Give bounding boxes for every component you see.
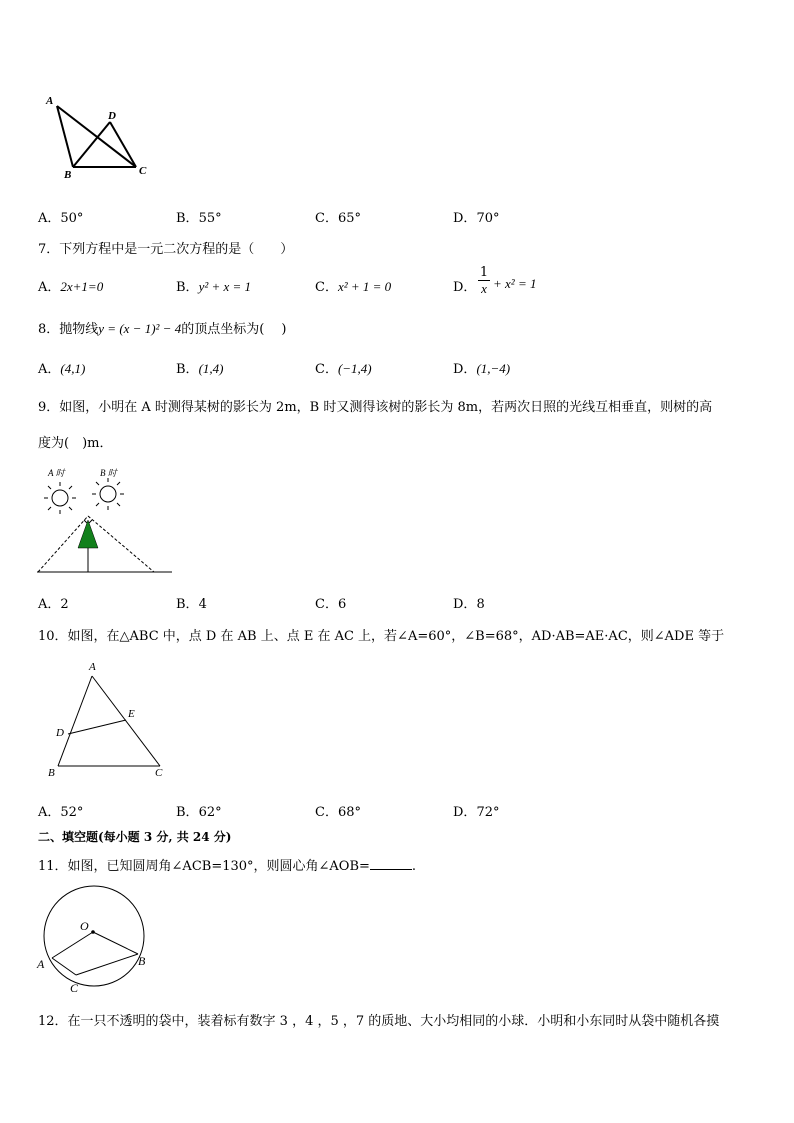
option-letter: C． bbox=[315, 280, 338, 295]
q9-option-d[interactable] bbox=[453, 593, 485, 612]
q8-option-b[interactable] bbox=[176, 358, 223, 377]
q9-option-c[interactable] bbox=[315, 593, 346, 612]
q10-option-b[interactable] bbox=[176, 801, 222, 820]
q10-option-a[interactable] bbox=[38, 801, 83, 820]
option-letter: B． bbox=[176, 805, 199, 820]
q10-stem: 10．如图，在△ABC 中，点 D 在 AB 上、点 E 在 AC 上，若∠A=60°，∠B=68°，AD·AB=AE·AC，则∠ADE 等于 bbox=[38, 629, 725, 644]
q6-segment-bd bbox=[73, 122, 110, 167]
q6-segment-ac bbox=[57, 106, 136, 167]
q7-option-b[interactable] bbox=[176, 276, 251, 295]
q6-option-d[interactable] bbox=[453, 207, 499, 226]
q7-option-c[interactable] bbox=[315, 276, 391, 295]
center-point bbox=[91, 930, 95, 934]
option-letter: B． bbox=[176, 280, 199, 295]
q9-tree-shadow-figure bbox=[34, 464, 176, 578]
option-letter: D． bbox=[453, 805, 477, 820]
q10-option-d[interactable] bbox=[453, 801, 499, 820]
q10-option-c[interactable] bbox=[315, 801, 361, 820]
q10-label-d: D bbox=[56, 727, 64, 739]
q6-label-b: B bbox=[64, 169, 72, 181]
q7-option-d[interactable] bbox=[453, 276, 476, 295]
q12-stem: 12．在一只不透明的袋中，装着标有数字 3 ，4 ，5 ，7 的质地、大小均相同的小球．小明和小东同时从袋中随机各摸 bbox=[38, 1014, 720, 1029]
q11-stem-end: . bbox=[411, 859, 417, 874]
q6-option-b[interactable] bbox=[176, 207, 222, 226]
option-text: 4 bbox=[198, 597, 207, 612]
option-letter: C． bbox=[315, 805, 338, 820]
q6-segment-dc bbox=[110, 122, 136, 167]
q6-segment-ab bbox=[57, 106, 73, 167]
q9-stem-line2: 度为( )m． bbox=[38, 436, 113, 451]
option-math: y² + x = 1 bbox=[198, 279, 252, 294]
q10-triangle-figure bbox=[40, 656, 170, 782]
option-letter: C． bbox=[315, 211, 338, 226]
sun-b-icon bbox=[100, 486, 116, 502]
option-text: 70° bbox=[476, 211, 500, 226]
option-letter: D． bbox=[453, 597, 477, 612]
option-letter: D． bbox=[453, 362, 477, 377]
option-text: 65° bbox=[337, 211, 361, 226]
q6-label-d: D bbox=[108, 110, 116, 122]
q11-circle-figure bbox=[34, 882, 154, 1000]
q10-label-b: B bbox=[48, 767, 55, 779]
q6-triangle-figure bbox=[40, 92, 160, 184]
option-letter: B． bbox=[176, 362, 199, 377]
option-math: 2x+1=0 bbox=[60, 279, 104, 294]
option-text: 8 bbox=[476, 597, 485, 612]
q8-stem-suffix: 的顶点坐标为( ) bbox=[181, 322, 287, 337]
option-letter: C． bbox=[315, 362, 338, 377]
option-math: (1,4) bbox=[198, 361, 224, 376]
fraction-numerator: 1 bbox=[479, 265, 489, 280]
option-text: 52° bbox=[60, 805, 84, 820]
option-letter: A． bbox=[38, 805, 61, 820]
fraction-denominator: x bbox=[481, 281, 487, 296]
q11-stem bbox=[38, 855, 416, 874]
option-text: 68° bbox=[337, 805, 361, 820]
option-text: 72° bbox=[476, 805, 500, 820]
option-text: 50° bbox=[60, 211, 84, 226]
q11-label-o: O bbox=[80, 919, 89, 933]
q11-label-a: A bbox=[37, 957, 45, 971]
option-text: 6 bbox=[337, 597, 347, 612]
q6-label-c: C bbox=[139, 165, 147, 177]
tree-icon bbox=[78, 520, 98, 548]
q8-stem-math: y = (x − 1)² − 4 bbox=[98, 321, 182, 336]
option-letter: A． bbox=[38, 211, 61, 226]
option-letter: D． bbox=[453, 211, 477, 226]
q11-stem-text: 11．如图，已知圆周角∠ACB=130°，则圆心角∠AOB= bbox=[38, 859, 370, 874]
q11-answer-blank[interactable] bbox=[370, 869, 412, 870]
option-letter: B． bbox=[176, 211, 199, 226]
q10-label-e: E bbox=[128, 708, 135, 720]
q9-option-a[interactable] bbox=[38, 593, 69, 612]
option-text: 55° bbox=[198, 211, 222, 226]
q8-stem-prefix: 8．抛物线 bbox=[38, 322, 99, 337]
q9-stem-line1: 9．如图，小明在 A 时测得某树的影长为 2m，B 时又测得该树的影长为 8m，若两次日照的光线互相垂直，则树的高 bbox=[38, 400, 713, 415]
q9-label-a-time: A 时 bbox=[48, 468, 65, 478]
option-math: (−1,4) bbox=[337, 361, 372, 376]
option-letter: A． bbox=[38, 362, 61, 377]
option-letter: B． bbox=[176, 597, 199, 612]
q7-stem: 7．下列方程中是一元二次方程的是（ ） bbox=[38, 242, 294, 257]
option-text: 62° bbox=[198, 805, 222, 820]
q10-label-a: A bbox=[89, 661, 96, 673]
q8-option-a[interactable] bbox=[38, 358, 85, 377]
q7-d-rest: + x² = 1 bbox=[493, 276, 537, 291]
q6-option-c[interactable] bbox=[315, 207, 361, 226]
circle-outline bbox=[44, 886, 144, 986]
option-math: (4,1) bbox=[60, 361, 86, 376]
q9-option-b[interactable] bbox=[176, 593, 207, 612]
option-math: x² + 1 = 0 bbox=[337, 279, 392, 294]
q6-label-a: A bbox=[46, 95, 54, 107]
q10-label-c: C bbox=[155, 767, 163, 779]
option-letter: A． bbox=[38, 597, 61, 612]
section-title: 二、填空题(每小题 3 分, 共 24 分) bbox=[38, 830, 232, 844]
q8-stem bbox=[38, 318, 286, 337]
option-math: (1,−4) bbox=[476, 361, 511, 376]
q11-label-b: B bbox=[138, 954, 146, 968]
q8-option-d[interactable] bbox=[453, 358, 510, 377]
q6-option-a[interactable] bbox=[38, 207, 83, 226]
q8-option-c[interactable] bbox=[315, 358, 372, 377]
option-letter: C． bbox=[315, 597, 338, 612]
q7-d-fraction bbox=[478, 265, 490, 296]
q7-option-a[interactable] bbox=[38, 276, 103, 295]
option-letter: D． bbox=[453, 280, 477, 295]
q9-label-b-time: B 时 bbox=[100, 468, 117, 478]
q11-label-c: C bbox=[70, 981, 79, 995]
option-text: 2 bbox=[60, 597, 69, 612]
option-letter: A． bbox=[38, 280, 61, 295]
sun-a-icon bbox=[52, 490, 68, 506]
